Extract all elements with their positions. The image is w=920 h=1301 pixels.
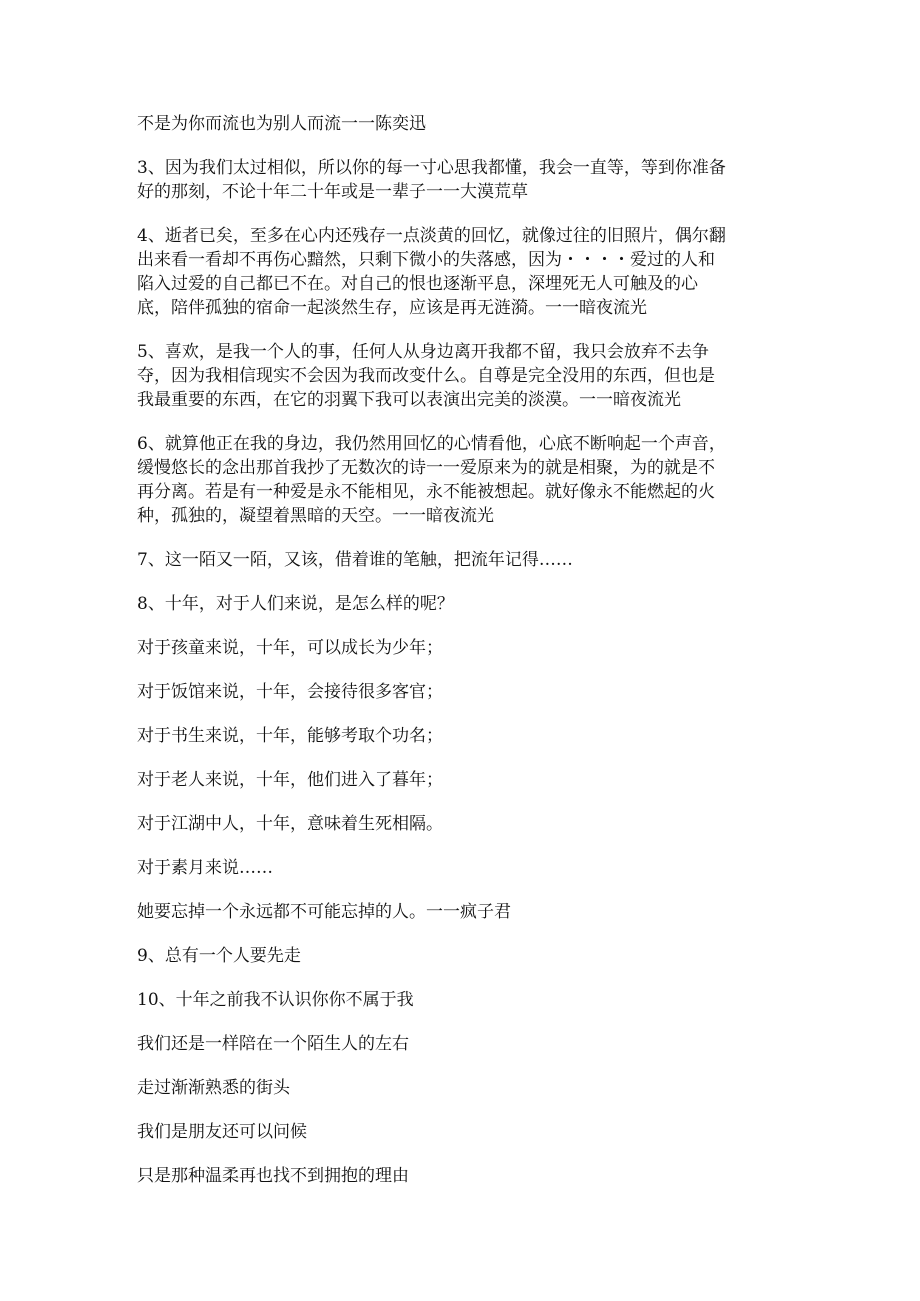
paragraph	[137, 156, 787, 204]
text-line: 3、因为我们太过相似，所以你的每一寸心思我都懂，我会一直等，等到你准备	[137, 158, 726, 178]
text-line: 走过渐渐熟悉的街头	[137, 1078, 290, 1098]
paragraph	[137, 856, 787, 880]
text-line: 陷入过爱的自己都已不在。对自己的恨也逐渐平息，深埋死无人可触及的心	[137, 274, 698, 294]
text-line: 5、喜欢，是我一个人的事，任何人从身边离开我都不留，我只会放弃不去争	[137, 342, 709, 362]
text-line: 10、十年之前我不认识你你不属于我	[137, 990, 414, 1010]
text-line: 我们是朋友还可以问候	[137, 1122, 307, 1142]
text-line: 不是为你而流也为别人而流一一陈奕迅	[137, 114, 426, 134]
paragraph	[137, 592, 787, 616]
paragraph	[137, 340, 787, 412]
paragraph	[137, 724, 787, 748]
text-line: 再分离。若是有一种爱是永不能相见，永不能被想起。就好像永不能燃起的火	[137, 482, 715, 502]
paragraph	[137, 1164, 787, 1188]
paragraph	[137, 900, 787, 924]
text-line: 6、就算他正在我的身边，我仍然用回忆的心情看他，心底不断响起一个声音，	[137, 434, 726, 454]
text-line: 对于老人来说，十年，他们进入了暮年；	[137, 770, 443, 790]
text-line: 只是那种温柔再也找不到拥抱的理由	[137, 1166, 409, 1186]
text-line: 4、逝者已矣，至多在心内还残存一点淡黄的回忆，就像过往的旧照片，偶尔翻	[137, 226, 726, 246]
text-line: 底，陪伴孤独的宿命一起淡然生存，应该是再无涟漪。一一暗夜流光	[137, 298, 647, 318]
paragraph	[137, 988, 787, 1012]
text-line: 我们还是一样陪在一个陌生人的左右	[137, 1034, 409, 1054]
text-line: 夺，因为我相信现实不会因为我而改变什么。自尊是完全没用的东西，但也是	[137, 366, 715, 386]
text-line: 好的那刻，不论十年二十年或是一辈子一一大漠荒草	[137, 182, 528, 202]
paragraph	[137, 1076, 787, 1100]
paragraph	[137, 944, 787, 968]
text-line: 对于书生来说，十年，能够考取个功名；	[137, 726, 443, 746]
text-line: 对于孩童来说，十年，可以成长为少年；	[137, 638, 443, 658]
text-line: 她要忘掉一个永远都不可能忘掉的人。一一疯子君	[137, 902, 511, 922]
paragraph	[137, 768, 787, 792]
text-line: 对于饭馆来说，十年，会接待很多客官；	[137, 682, 443, 702]
paragraph	[137, 636, 787, 660]
paragraph	[137, 112, 787, 136]
text-line: 种，孤独的，凝望着黑暗的天空。一一暗夜流光	[137, 506, 494, 526]
paragraph	[137, 1120, 787, 1144]
text-line: 7、这一陌又一陌，又该，借着谁的笔触，把流年记得……	[137, 550, 573, 570]
text-line: 缓慢悠长的念出那首我抄了无数次的诗一一爱原来为的就是相聚，为的就是不	[137, 458, 715, 478]
paragraph	[137, 812, 787, 836]
document-body	[137, 112, 787, 1208]
paragraph	[137, 680, 787, 704]
text-line: 对于江湖中人，十年，意味着生死相隔。	[137, 814, 443, 834]
text-line: 9、总有一个人要先走	[137, 946, 301, 966]
text-line: 8、十年，对于人们来说，是怎么样的呢？	[137, 594, 454, 614]
paragraph	[137, 432, 787, 528]
text-line: 出来看一看却不再伤心黯然，只剩下微小的失落感，因为・・・・爱过的人和	[137, 250, 715, 270]
text-line: 对于素月来说……	[137, 858, 273, 878]
paragraph	[137, 1032, 787, 1056]
paragraph	[137, 548, 787, 572]
paragraph	[137, 224, 787, 320]
text-line: 我最重要的东西，在它的羽翼下我可以表演出完美的淡漠。一一暗夜流光	[137, 390, 681, 410]
